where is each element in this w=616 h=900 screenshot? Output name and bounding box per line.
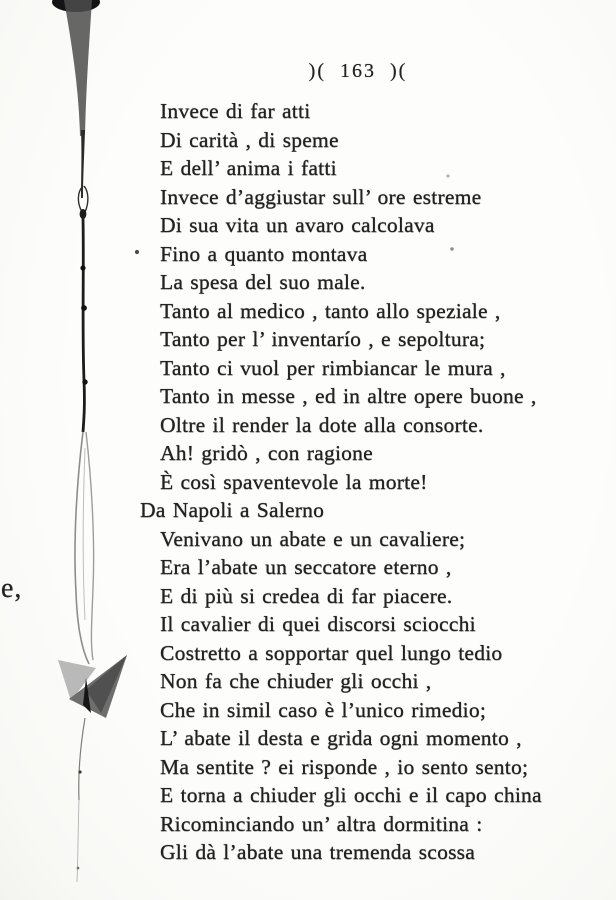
verse-line: Invece d’aggiustar sull’ ore estreme [160,184,482,209]
verse-line: Ma sentite ? ei risponde , io sento sento; [160,754,529,779]
verse-line: Costretto a sopportar quel lungo tedio [160,640,503,665]
verse-line: L’ abate il desta e grida ogni momento , [160,726,522,750]
facing-page-text-fragment: e, [1,573,23,604]
verse-line: Di sua vita un avaro calcolava [160,213,435,237]
verse-line: La spesa del suo male. [160,270,366,294]
verse-line: E torna a chiuder gli occhi e il capo china [160,783,542,807]
artifact-stem-mid [81,130,85,198]
ink-speck [135,250,139,254]
verse-line: E dell’ anima i fatti [160,156,337,180]
artifact-leaf-sliver [83,678,91,713]
artifact-nodule [81,305,87,311]
artifact-loop-inner [83,448,85,620]
artifact-leaf-wing [58,660,96,701]
verse-line: Fino a quanto montava [160,241,368,266]
verse-line: Di carità , di speme [160,127,339,152]
verse-line: Non fa che chiuder gli occhi , [160,669,432,693]
verse-line: Il cavalier di quei discorsi sciocchi [160,612,476,636]
artifact-tail-upper [79,718,85,800]
verse-line: Era l’abate un seccatore eterno , [160,555,452,579]
artifact-nodule [80,265,85,270]
verse-line: Che in simil caso è l’unico rimedio; [160,697,487,722]
verse-line: Tanto ci vuol per rimbiancar le mura , [160,355,506,380]
ink-speck [78,770,81,773]
verse-line: Ricominciando un’ altra dormitina : [160,811,483,836]
verse-line: Tanto al medico , tanto allo speziale , [160,298,501,323]
artifact-knot [80,209,87,219]
page-content [140,60,610,867]
verse-line: Oltre il render la dote alla consorte. [160,412,484,437]
verse-line-poem-opening: Da Napoli a Salerno [140,498,325,522]
verse-line: Gli dà l’abate una tremenda scossa [160,840,476,864]
verse-line: Venivano un abate e un cavaliere; [160,526,466,551]
verse-line: Ah! gridò , con ragione [160,441,373,465]
artifact-leaf-blade [69,655,127,718]
artifact-nodule [82,379,87,384]
artifact-fork [78,186,88,212]
artifact-stem-upper [64,0,92,136]
artifact-thread [83,218,84,432]
verse-line: Tanto per l’ inventarío , e sepoltura; [160,327,486,351]
ink-speck [77,867,80,870]
verse-line: Tanto in messe , ed in altre opere buone , [160,384,537,408]
artifact-leaf-core [86,655,127,713]
verse-line: Invece di far atti [160,99,311,123]
artifact-top-blob [52,0,100,12]
verse-line: E di più si credea di far piacere. [160,583,453,608]
verse-line: È così spaventevole la morte! [160,469,428,494]
artifact-loop-right [86,432,94,660]
artifact-loop-left [75,432,89,664]
artifact-tail-lower [77,800,79,882]
poem-text [140,97,610,867]
page-number: )( 163 )( [308,60,408,82]
